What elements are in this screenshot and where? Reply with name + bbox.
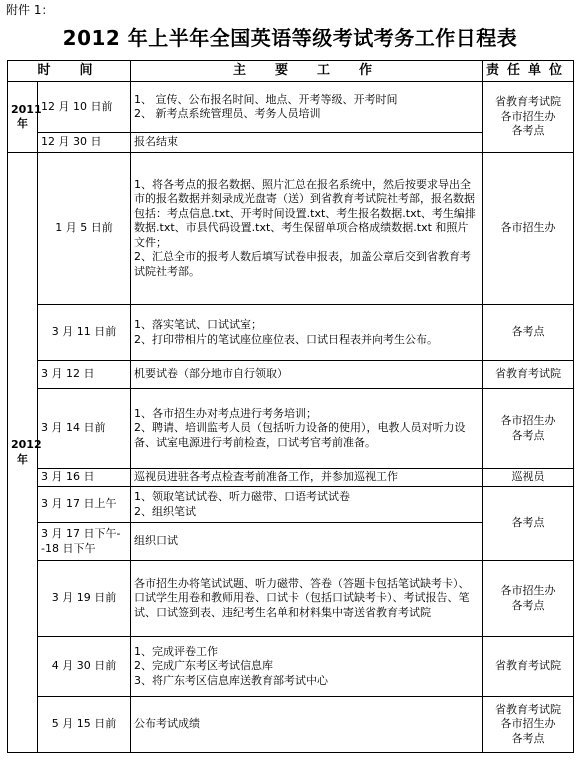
year-cell-2012: 2012 年 [8, 153, 38, 753]
responsible-cell: 省教育考试院 [483, 361, 574, 389]
date-cell: 3 月 14 日前 [38, 389, 131, 469]
date-cell: 5 月 15 日前 [38, 697, 131, 753]
work-cell: 1、领取笔试试卷、听力磁带、口语考试试卷 2、组织笔试 [131, 487, 483, 523]
schedule-table [7, 60, 574, 753]
work-cell: 1、 宣传、公布报名时间、地点、开考等级、开考时间 2、 新考点系统管理员、考务人员培训 [131, 82, 483, 133]
date-cell: 3 月 17 日上午 [38, 487, 131, 523]
work-cell: 1、将各考点的报名数据、照片汇总在报名系统中，然后按要求导出全市的报名数据并刻录成光盘寄（送）到省教育考试院社考部，报名数据包括：考点信息.txt、开考时间设置.txt、考生报名数据.txt、考生编排数据.txt、市县代码设置.txt、考生保留单项合格成绩数据.txt 和照片文件； 2、汇总全市的报考人数后填写试卷申报表，加盖公章后交到省教育考试院社考部。 [131, 153, 483, 305]
work-cell: 1、完成评卷工作 2、完成广东考区考试信息库 3、将广东考区信息库送教育部考试中心 [131, 637, 483, 697]
responsible-cell: 各市招生办 [483, 153, 574, 305]
table-row [8, 469, 574, 487]
work-cell: 1、各市招生办对考点进行考务培训； 2、聘请、培训监考人员（包括听力设备的使用），电教人员对听力设备、试室电源进行考前检查，口试考官考前准备。 [131, 389, 483, 469]
responsible-cell: 省教育考试院 [483, 637, 574, 697]
responsible-cell: 各市招生办 各考点 [483, 561, 574, 637]
table-row [8, 697, 574, 753]
work-cell: 各市招生办将笔试试题、听力磁带、答卷（答题卡包括笔试缺考卡）、口试学生用卷和教师用卷、口试卡（包括口试缺考卡）、考试报告、笔试、口试签到表、违纪考生名单和材料集中寄送省教育考试院 [131, 561, 483, 637]
work-cell: 巡视员进驻各考点检查考前准备工作，并参加巡视工作 [131, 469, 483, 487]
header-row [8, 61, 574, 82]
table-row [8, 487, 574, 523]
table-row [8, 389, 574, 469]
year-cell-2011: 2011 年 [8, 82, 38, 153]
work-cell: 报名结束 [131, 133, 483, 153]
header-work: 主 要 工 作 [131, 61, 483, 82]
responsible-cell: 各市招生办 各考点 [483, 389, 574, 469]
responsible-cell: 各考点 [483, 487, 574, 561]
responsible-cell: 省教育考试院 各市招生办 各考点 [483, 82, 574, 153]
date-cell: 4 月 30 日前 [38, 637, 131, 697]
table-row [8, 561, 574, 637]
table-row [8, 361, 574, 389]
work-cell: 公布考试成绩 [131, 697, 483, 753]
date-cell: 3 月 11 日前 [38, 305, 131, 361]
date-cell: 3 月 19 日前 [38, 561, 131, 637]
attachment-label: 附件 1： [6, 3, 54, 17]
work-cell: 机要试卷（部分地市自行领取） [131, 361, 483, 389]
work-cell: 1、落实笔试、口试试室； 2、打印带相片的笔试座位座位表、口试日程表并向考生公布。 [131, 305, 483, 361]
work-cell: 组织口试 [131, 523, 483, 561]
date-cell: 3 月 16 日 [38, 469, 131, 487]
date-cell: 12 月 30 日 [38, 133, 131, 153]
date-cell: 3 月 12 日 [38, 361, 131, 389]
header-responsible: 责任单位 [483, 61, 574, 82]
table-row [8, 153, 574, 305]
table-row [8, 637, 574, 697]
responsible-cell: 各考点 [483, 305, 574, 361]
table-row [8, 82, 574, 133]
date-cell: 1 月 5 日前 [38, 153, 131, 305]
responsible-cell: 巡视员 [483, 469, 574, 487]
table-row [8, 305, 574, 361]
page-title: 2012 年上半年全国英语等级考试考务工作日程表 [62, 26, 518, 50]
header-time: 时 间 [8, 61, 131, 82]
date-cell: 3 月 17 日下午--18 日下午 [38, 523, 131, 561]
responsible-cell: 省教育考试院 各市招生办 各考点 [483, 697, 574, 753]
date-cell: 12 月 10 日前 [38, 82, 131, 133]
